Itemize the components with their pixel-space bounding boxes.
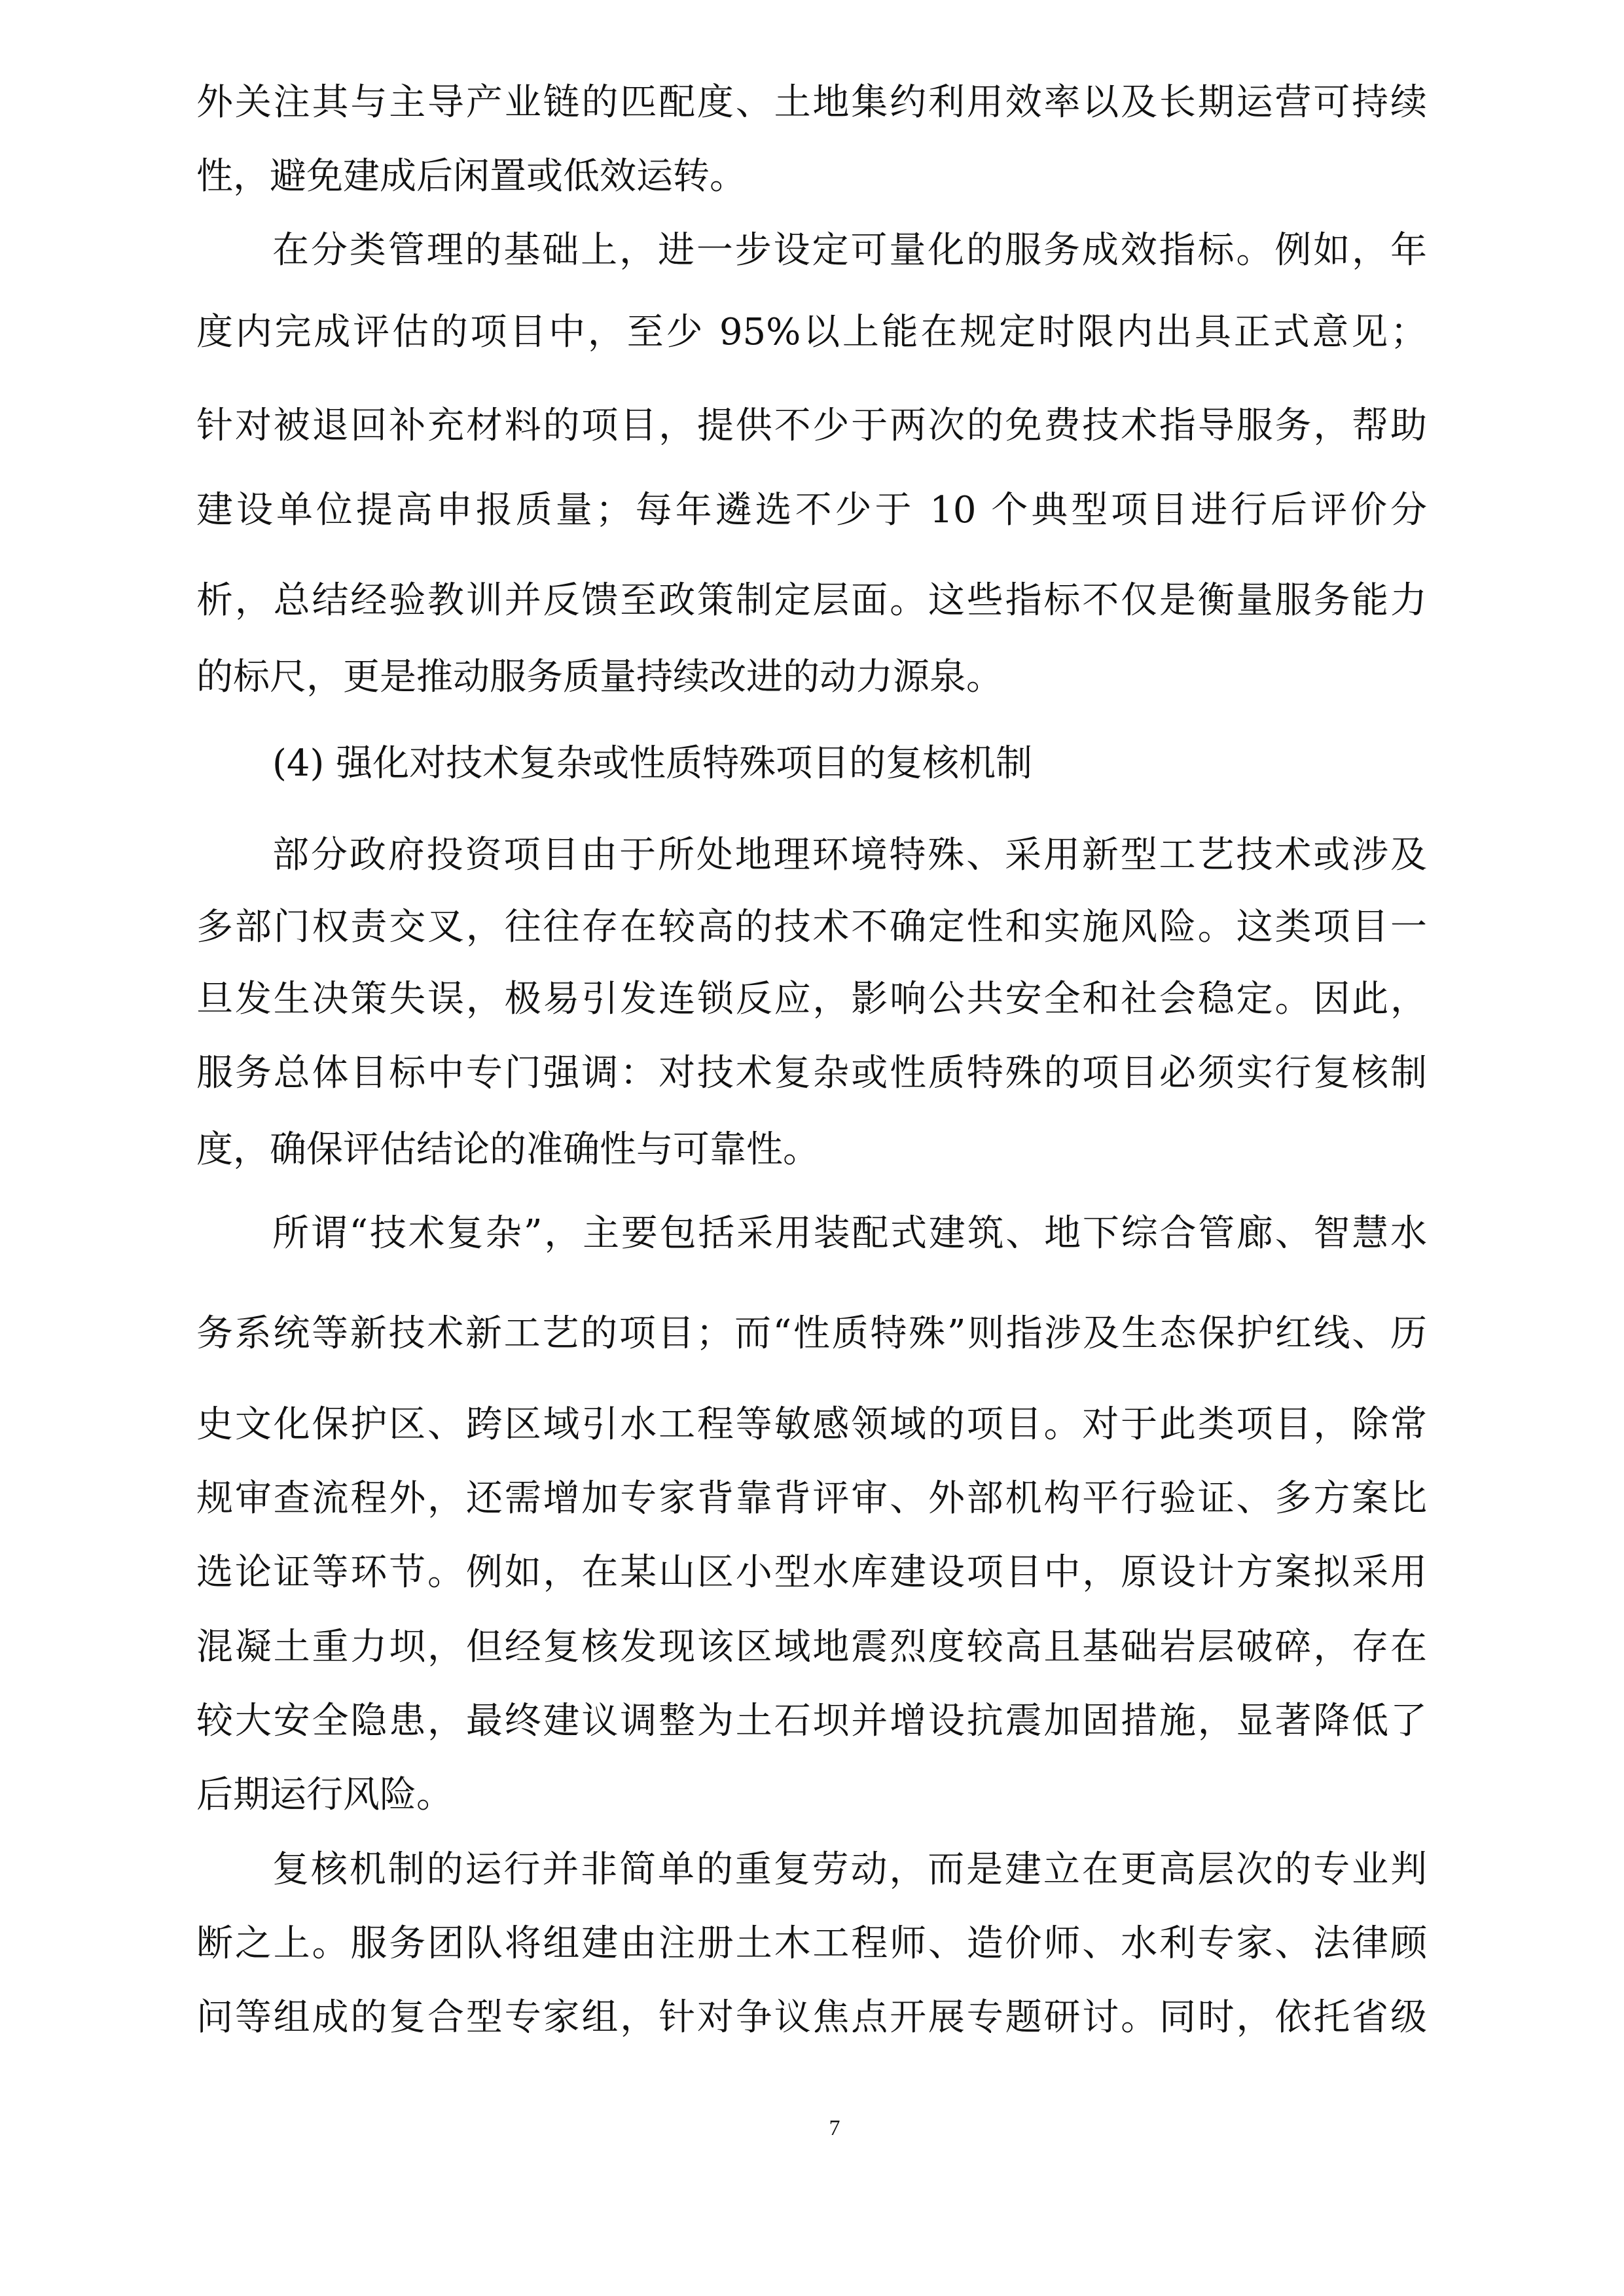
paragraph-line: 所谓“技术复杂”，主要包括采用装配式建筑、地下综合管廊、智慧水 [272,1212,1427,1255]
paragraph-line: 度内完成评估的项目中，至少 95%以上能在规定时限内出具正式意见； [196,311,1427,353]
paragraph-line: 部分政府投资项目由于所处地理环境特殊、采用新型工艺技术或涉及 [272,834,1427,876]
paragraph-line: 断之上。服务团队将组建由注册土木工程师、造价师、水利专家、法律顾 [196,1922,1427,1965]
paragraph-line: 混凝土重力坝，但经复核发现该区域地震烈度较高且基础岩层破碎，存在 [196,1626,1427,1668]
paragraph-line: 史文化保护区、跨区域引水工程等敏感领域的项目。对于此类项目，除常 [196,1403,1427,1446]
paragraph-line: 务系统等新技术新工艺的项目；而“性质特殊”则指涉及生态保护红线、历 [196,1312,1427,1355]
paragraph-line: 后期运行风险。 [196,1774,453,1816]
paragraph-line: 较大安全隐患，最终建议调整为土石坝并增设抗震加固措施，显著降低了 [196,1700,1427,1742]
paragraph-line: 建设单位提高申报质量；每年遴选不少于 10 个典型项目进行后评价分 [196,489,1427,531]
paragraph-line: 性，避免建成后闲置或低效运转。 [196,155,746,198]
paragraph-line: 在分类管理的基础上，进一步设定可量化的服务成效指标。例如，年 [272,229,1427,272]
paragraph-line: 问等组成的复合型专家组，针对争议焦点开展专题研讨。同时，依托省级 [196,1996,1427,2039]
paragraph-line: 规审查流程外，还需增加专家背靠背评审、外部机构平行验证、多方案比 [196,1477,1427,1520]
paragraph-line: 析，总结经验教训并反馈至政策制定层面。这些指标不仅是衡量服务能力 [196,579,1427,622]
page-number: 7 [829,2116,840,2140]
paragraph-line: 的标尺，更是推动服务质量持续改进的动力源泉。 [196,656,1003,698]
paragraph-line: 外关注其与主导产业链的匹配度、土地集约利用效率以及长期运营可持续 [196,81,1427,124]
paragraph-line: 选论证等环节。例如，在某山区小型水库建设项目中，原设计方案拟采用 [196,1551,1427,1594]
section-heading: (4) 强化对技术复杂或性质特殊项目的复核机制 [272,742,1033,785]
paragraph-line: 服务总体目标中专门强调：对技术复杂或性质特殊的项目必须实行复核制 [196,1052,1427,1094]
paragraph-line: 针对被退回补充材料的项目，提供不少于两次的免费技术指导服务，帮助 [196,404,1427,447]
paragraph-line: 复核机制的运行并非简单的重复劳动，而是建立在更高层次的专业判 [272,1848,1427,1891]
paragraph-line: 度，确保评估结论的准确性与可靠性。 [196,1128,820,1171]
paragraph-line: 旦发生决策失误，极易引发连锁反应，影响公共安全和社会稳定。因此， [196,978,1427,1020]
paragraph-line: 多部门权责交叉，往往存在较高的技术不确定性和实施风险。这类项目一 [196,906,1427,948]
